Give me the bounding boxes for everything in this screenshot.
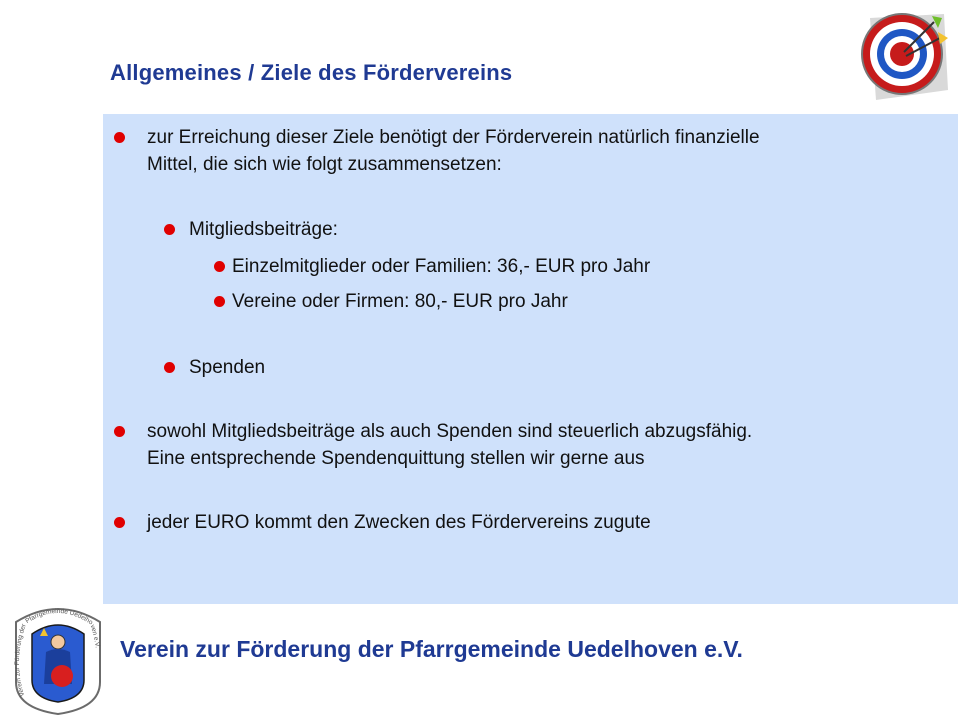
parish-seal-icon xyxy=(6,604,110,716)
bullet-text xyxy=(147,418,752,472)
bullet-marker xyxy=(114,426,125,437)
target-with-darts-icon xyxy=(852,8,952,108)
bullet-text: Einzelmitglieder oder Familien: 36,- EUR pro Jahr xyxy=(232,256,651,277)
footer-organization: Verein zur Förderung der Pfarrgemeinde Uedelhoven e.V. xyxy=(120,636,743,662)
bullet-line: sowohl Mitgliedsbeiträge als auch Spenden sind steuerlich abzugsfähig. xyxy=(147,421,753,442)
bullet-text: Mitgliedsbeiträge: xyxy=(189,219,338,240)
bullet-text: Spenden xyxy=(189,357,266,378)
bullet-marker xyxy=(214,261,225,272)
bullet-marker xyxy=(214,296,225,307)
bullet-text xyxy=(147,124,760,178)
bullet-line: Mittel, die sich wie folgt zusammensetzen: xyxy=(147,154,502,175)
bullet-marker xyxy=(114,517,125,528)
bullet-marker xyxy=(164,362,175,373)
slide-title: Allgemeines / Ziele des Fördervereins xyxy=(110,60,513,85)
bullet-marker xyxy=(114,132,125,143)
bullet-marker xyxy=(164,224,175,235)
bullet-text: Vereine oder Firmen: 80,- EUR pro Jahr xyxy=(232,291,568,312)
bullet-text: jeder EURO kommt den Zwecken des Fördervereins zugute xyxy=(147,512,651,533)
bullet-line: Eine entsprechende Spendenquittung stellen wir gerne aus xyxy=(147,448,645,469)
seal-text: Verein zur Förderung der Pfarrgemeinde Uedelhoven e.V. xyxy=(13,607,101,698)
bullet-line: zur Erreichung dieser Ziele benötigt der Förderverein natürlich finanzielle xyxy=(147,127,760,148)
